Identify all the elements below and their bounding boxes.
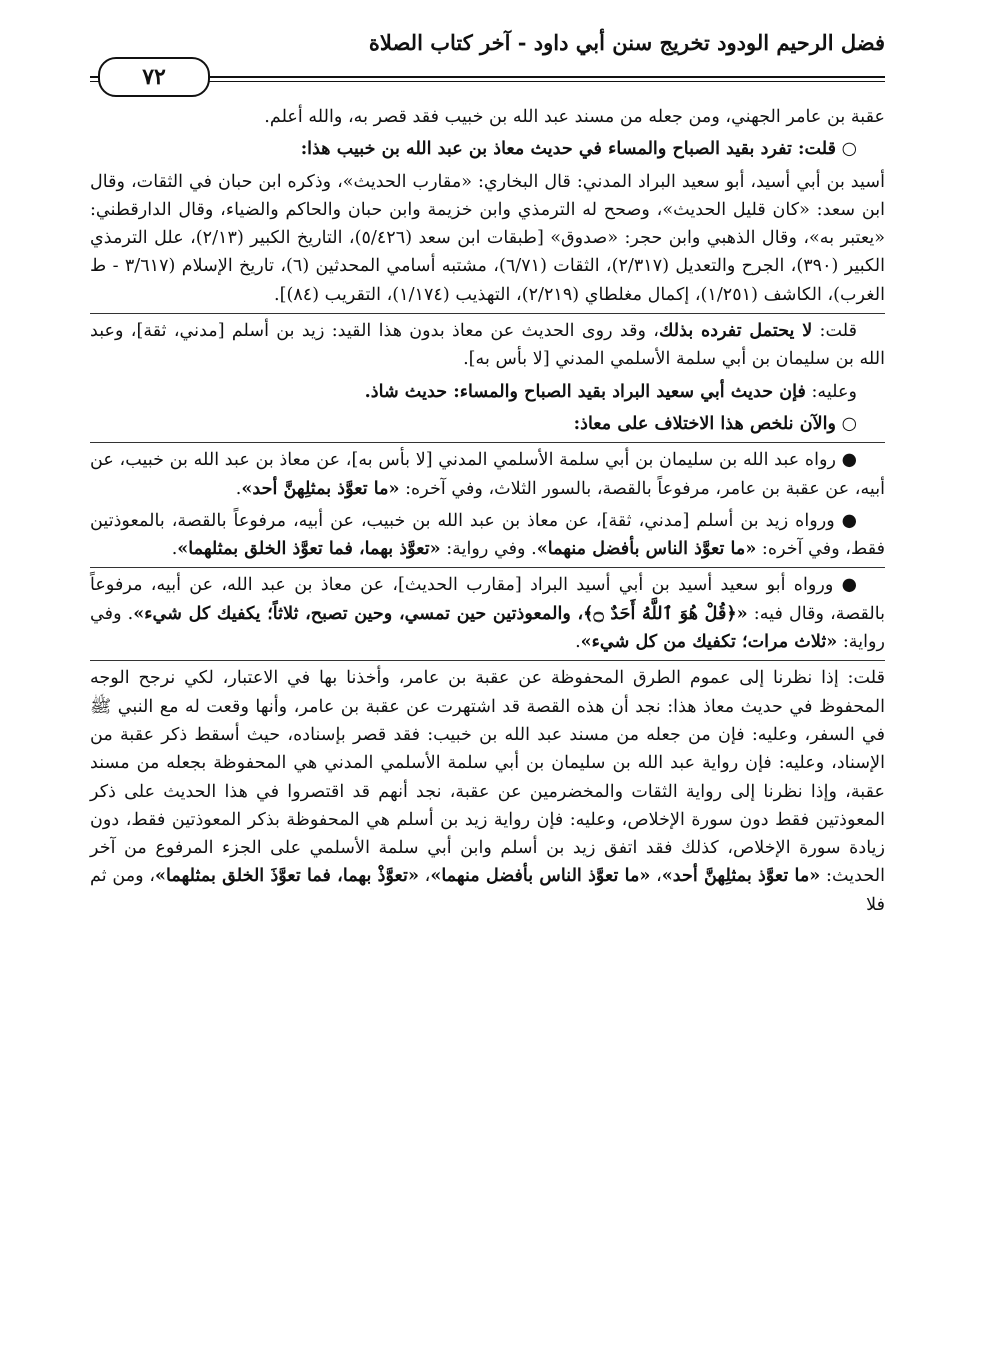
paragraph — [90, 410, 885, 438]
text-run: ، ومن ثم فلا — [90, 866, 885, 915]
text-run: ○ — [836, 413, 857, 434]
bold-run: «﴿قُلْ هُوَ ٱللَّهُ أَحَدٌ ۝﴾، والمعوذتين حين تمسي، وحين تصبح، ثلاثاً؛ يكفيك كل شيء» — [133, 602, 748, 624]
paragraph — [90, 442, 885, 503]
text-run: قلت: — [812, 321, 857, 342]
paragraph — [90, 313, 885, 374]
bold-run: فإن حديث أبي سعيد البراد بقيد الصباح والمساء: حديث شاذ. — [364, 380, 806, 402]
paragraph — [90, 168, 885, 309]
bold-run: والآن نلخص هذا الاختلاف على معاذ: — [573, 412, 837, 434]
text-run: أسيد بن أبي أسيد، أبو سعيد البراد المدني: قال البخاري: «مقارب الحديث»، وذكره ابن حبان في الثقات، وقال ابن سعد: «كان قليل الحديث»، وصحح له الترمذي وابن خزيمة وابن حبان والحاكم والضياء، وقال الدارقطني: «يعتبر به»، وقال الذهبي وابن حجر: «صدوق» [طبقات ابن سعد (٥/٤٢٦)، التاريخ الكبير (٢/١٣)، علل الترمذي الكبير (٣٩٠)، الجرح والتعديل (٢/٣١٧)، الثقات (٦/٧١)، مشتبه أسامي المحدثين (٦)، تاريخ الإسلام (٣/٦١٧ - ط الغرب)، الكاشف (١/٢٥١)، إكمال مغلطاي (٢/٢١٩)، التهذيب (١/١٧٤)، التقريب (٨٤)]. — [90, 171, 885, 305]
text-run: . وفي رواية: — [90, 603, 885, 653]
paragraph — [90, 378, 885, 406]
text-run: ● ورواه زيد بن أسلم [مدني، ثقة]، عن معاذ بن عبد الله بن خبيب، عن أبيه، مرفوعاً بالقصة، بالمعوذتين فقط، وفي آخره: — [90, 510, 885, 560]
paragraph — [90, 135, 885, 163]
text-run: . — [171, 539, 178, 560]
text-run: قلت: إذا نظرنا إلى عموم الطرق المحفوظة عن عقبة بن عامر، وأخذنا بها في الاعتبار، لكي نرجح الوجه المحفوظ في حديث معاذ هذا: نجد أن هذه القصة قد اشتهرت عن عقبة بن عامر، وأنها وقعت له مع النبي ﷺ في السفر، وعليه: فإن من جعله من مسند عبد الله بن خبيب: فقد قصر بإسناده، حيث أسقط ذكر عقبة من الإسناد، وعليه: فإن رواية عبد الله بن سليمان بن أبي سلمة الأسلمي المدني هي المحفوظة بجعله من مسند عقبة، وإذا نظرنا إلى رواية الثقات والمخضرمين عن عقبة، نجد أنهم قد اقتصروا في هذا الحديث على ذكر المعوذتين فقط دون سورة الإخلاص، وعليه: فإن رواية زيد بن أسلم هي المحفوظة بذكر المعوذتين فقط، دون زيادة سورة الإخلاص، كذلك فقد اتفق زيد بن أسلم وابن أبي سلمة الأسلمي على الجزء المرفوع من آخر الحديث: — [90, 668, 885, 887]
bold-run: قلت: تفرد بقيد الصباح والمساء في حديث معاذ بن عبد الله بن خبيب هذا: — [300, 138, 837, 160]
running-title: فضل الرحيم الودود تخريج سنن أبي داود - آخر كتاب الصلاة — [368, 30, 885, 55]
text-run: . — [235, 478, 242, 499]
text-run: ، وقد روى الحديث عن معاذ بدون هذا القيد: زيد بن أسلم [مدني، ثقة]، وعبد الله بن سليمان بن أبي سلمة الأسلمي المدني [لا بأس به]. — [90, 321, 885, 370]
paragraph — [90, 567, 885, 656]
bold-run: «ما تعوَّذ الناس بأفضل منهما» — [430, 865, 651, 887]
page-number: ٧٢ — [98, 57, 210, 97]
text-run: عقبة بن عامر الجهني، ومن جعله من مسند عبد الله بن خبيب فقد قصر به، والله أعلم. — [264, 107, 885, 127]
text-run: ○ — [836, 139, 857, 160]
text-run: . — [575, 632, 581, 653]
bold-run: «ما تعوَّذ بمثلِهنَّ أحد» — [241, 477, 400, 499]
bold-run: «تعوَّذ بهما، فما تعوَّذ الخلق بمثلهما» — [177, 538, 441, 560]
text-run: ● ورواه أبو سعيد أسيد بن أبي أسيد البراد [مقارب الحديث]، عن معاذ بن عبد الله، عن أبيه، مرفوعاً بالقصة، وقال فيه: — [90, 575, 886, 624]
paragraph — [90, 507, 885, 564]
text-run: ، — [418, 866, 431, 887]
bold-run: «تعوَّذْ بهما، فما تعوَّذَ الخلق بمثلهما» — [155, 865, 419, 887]
page-header — [90, 24, 885, 88]
bold-run: لا يحتمل تفرده بذلك — [658, 320, 813, 342]
text-run: ، — [650, 866, 662, 887]
body-text — [90, 103, 885, 923]
text-run: . وفي رواية: — [440, 539, 537, 560]
paragraph — [90, 103, 885, 131]
bold-run: «ما تعوَّذ الناس بأفضل منهما» — [536, 538, 757, 560]
paragraph — [90, 660, 885, 919]
bold-run: «ما تعوَّذ بمثلِهنَّ أحد» — [661, 865, 821, 887]
bold-run: «ثلاث مرات؛ تكفيك من كل شيء» — [580, 631, 838, 653]
text-run: ● رواه عبد الله بن سليمان بن أبي سلمة الأسلمي المدني [لا بأس به]، عن معاذ بن عبد الله بن خبيب، عن أبيه، عن عقبة بن عامر، مرفوعاً بالقصة، بالسور الثلاث، وفي آخره: — [90, 450, 885, 499]
text-run: وعليه: — [805, 381, 857, 402]
